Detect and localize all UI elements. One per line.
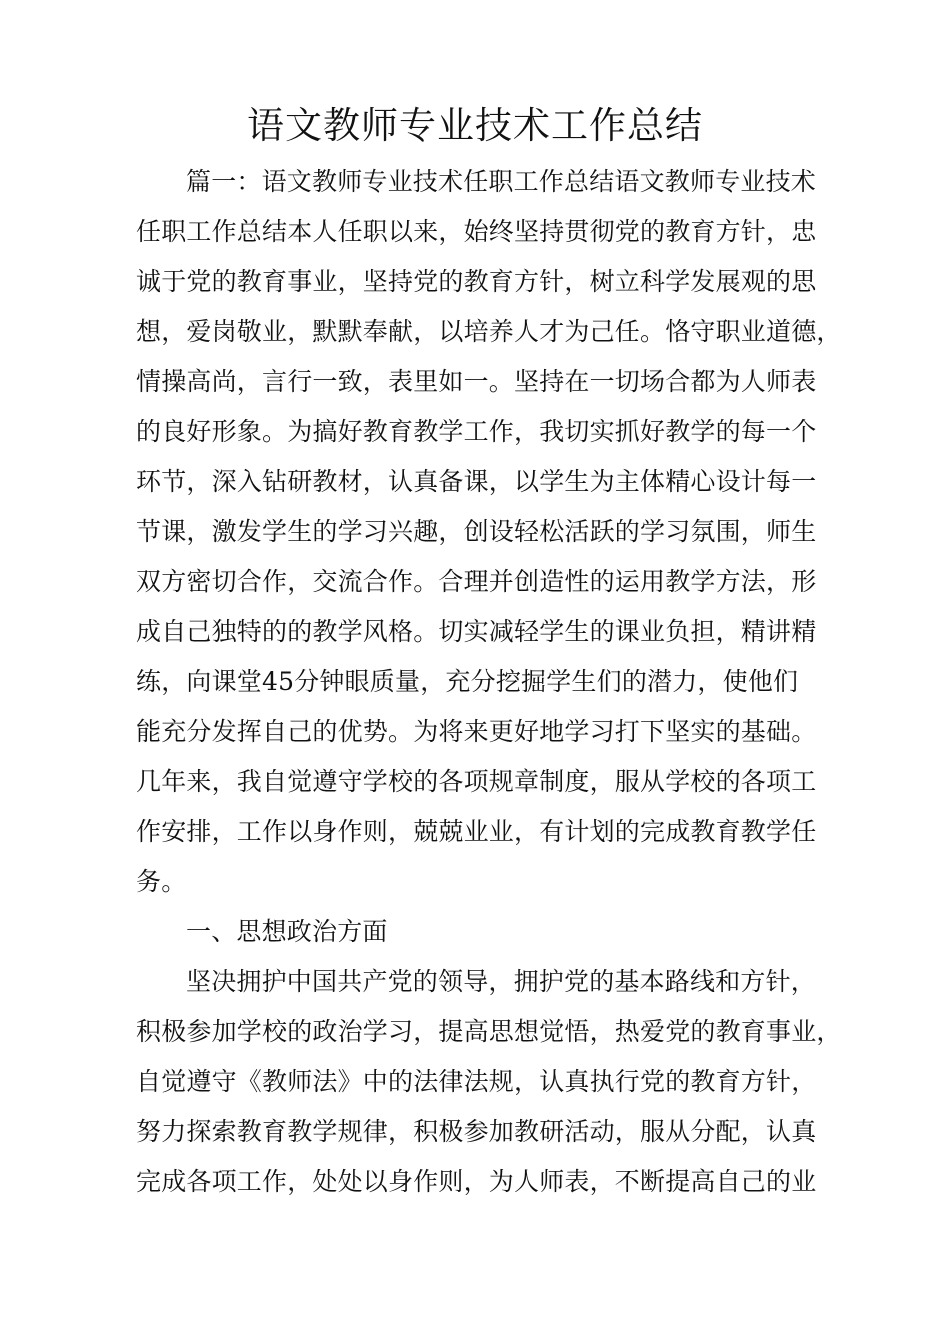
paragraph-line: 节课，激发学生的学习兴趣，创设轻松活跃的学习氛围，师生 (136, 517, 817, 546)
paragraph-line: 坚决拥护中国共产党的领导，拥护党的基本路线和方针， (186, 967, 817, 996)
paragraph-line: 能充分发挥自己的优势。为将来更好地学习打下坚实的基础。 (136, 717, 817, 746)
paragraph-line: 想，爱岗敬业，默默奉献，以培养人才为己任。恪守职业道德， (136, 317, 842, 346)
paragraph-line: 篇一：语文教师专业技术任职工作总结语文教师专业技术 (186, 167, 817, 196)
paragraph-line: 双方密切合作，交流合作。合理并创造性的运用教学方法，形 (136, 567, 817, 596)
section-heading: 一、思想政治方面 (186, 917, 388, 946)
paragraph-line: 自觉遵守《教师法》中的法律法规，认真执行党的教育方针， (136, 1067, 817, 1096)
paragraph-line: 几年来，我自觉遵守学校的各项规章制度，服从学校的各项工 (136, 767, 817, 796)
paragraph-line: 诚于党的教育事业，坚持党的教育方针，树立科学发展观的思 (136, 267, 817, 296)
paragraph-line: 作安排，工作以身作则，兢兢业业，有计划的完成教育教学任 (136, 817, 817, 846)
document-title: 语文教师专业技术工作总结 (247, 104, 703, 147)
paragraph-line: 积极参加学校的政治学习，提高思想觉悟，热爱党的教育事业， (136, 1017, 842, 1046)
paragraph-line: 完成各项工作，处处以身作则，为人师表，不断提高自己的业 (136, 1167, 817, 1196)
paragraph-line: 努力探索教育教学规律，积极参加教研活动，服从分配，认真 (136, 1117, 817, 1146)
paragraph-line: 成自己独特的的教学风格。切实减轻学生的课业负担，精讲精 (136, 617, 817, 646)
paragraph-line: 任职工作总结本人任职以来，始终坚持贯彻党的教育方针，忠 (136, 217, 817, 246)
paragraph-line: 情操高尚，言行一致，表里如一。坚持在一切场合都为人师表 (136, 367, 817, 396)
paragraph-line: 练，向课堂45分钟眼质量，充分挖掘学生们的潜力，使他们 (136, 667, 799, 696)
paragraph-line: 环节，深入钻研教材，认真备课，以学生为主体精心设计每一 (136, 467, 817, 496)
paragraph-line: 务。 (136, 867, 187, 896)
paragraph-line: 的良好形象。为搞好教育教学工作，我切实抓好教学的每一个 (136, 417, 817, 446)
